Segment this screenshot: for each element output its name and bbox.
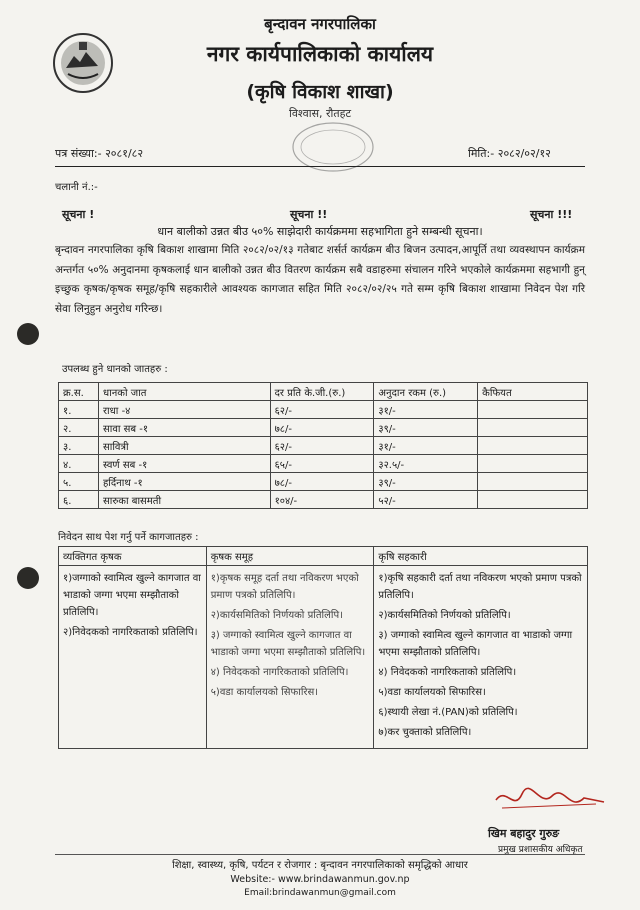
list-item: ६)स्थायी लेखा नं.(PAN)को प्रतिलिपि। — [378, 707, 518, 718]
punch-hole — [17, 567, 39, 589]
cell-subsidy: ३१/- — [374, 401, 478, 419]
cell-variety: स्वर्ण सब -१ — [98, 455, 270, 473]
branch-name: (कृषि विकाश शाखा) — [246, 81, 394, 103]
cell-variety: सारुका बासमती — [98, 491, 270, 509]
col-header-cooperative: कृषि सहकारी — [374, 547, 588, 566]
list-item: ३) जग्गाको स्वामित्व खुल्ने कागजात वा भाडाको जग्गा भएमा सम्झौताको प्रतिलिपि। — [210, 630, 366, 658]
cell-subsidy: ३१/- — [374, 437, 478, 455]
table-header-row — [59, 383, 588, 401]
list-item: ५)वडा कार्यालयको सिफारिस। — [378, 687, 486, 698]
letter-date: मिति:- २०८२/०२/१२ — [468, 147, 551, 160]
punch-hole — [17, 323, 39, 345]
documents-table — [58, 546, 588, 749]
signatory-name: खिम बहादुर गुरुङ — [488, 827, 560, 840]
table-header-row — [59, 547, 588, 566]
cell-remarks — [478, 401, 588, 419]
footer-website: Website:- www.brindawanmun.gov.np — [230, 874, 410, 885]
list-item: ४) निवेदकको नागरिकताको प्रतिलिपि। — [210, 667, 349, 678]
notice-subject: धान बालीको उन्नत बीउ ५०% साझेदारी कार्यक्रममा सहभागिता हुने सम्बन्धी सूचना। — [157, 225, 483, 238]
cell-subsidy: ३९/- — [374, 419, 478, 437]
col-header-group: कृषक समूह — [206, 547, 374, 566]
individual-docs — [59, 566, 207, 749]
cell-variety: हर्दिनाथ -१ — [98, 473, 270, 491]
list-item: २)कार्यसमितिको निर्णयको प्रतिलिपि। — [378, 610, 511, 621]
header-divider — [55, 166, 585, 167]
cell-sn: १. — [59, 401, 99, 419]
signatory-role: प्रमुख प्रशासकीय अधिकृत — [498, 845, 583, 855]
list-item: २)निवेदकको नागरिकताको प्रतिलिपि। — [63, 627, 198, 638]
cell-sn: ५. — [59, 473, 99, 491]
list-item: ४) निवेदकको नागरिकताको प्रतिलिपि। — [378, 667, 517, 678]
cell-remarks — [478, 419, 588, 437]
group-docs — [206, 566, 374, 749]
office-stamp — [288, 118, 378, 176]
notice-left: सूचना ! — [62, 208, 95, 221]
notice-center: सूचना !! — [290, 208, 328, 221]
varieties-label: उपलब्ध हुने धानको जातहरु : — [62, 364, 168, 375]
list-item: १)जग्गाको स्वामित्व खुल्ने कागजात वा भाडाको जग्गा भएमा सम्झौताको प्रतिलिपि। — [63, 573, 201, 618]
cell-subsidy: ३२.५/- — [374, 455, 478, 473]
table-row — [59, 401, 588, 419]
col-header-sn: क्र.स. — [59, 383, 99, 401]
cell-variety: सावा सब -१ — [98, 419, 270, 437]
cell-sn: ३. — [59, 437, 99, 455]
cell-subsidy: ३९/- — [374, 473, 478, 491]
table-row — [59, 455, 588, 473]
footer-slogan: शिक्षा, स्वास्थ्य, कृषि, पर्यटन र रोजगार : बृन्दावन नगरपालिकाको समृद्धिको आधार — [172, 860, 468, 871]
list-item: १)कृषक समूह दर्ता तथा नविकरण भएको प्रमाण पत्रको प्रतिलिपि। — [210, 573, 359, 601]
cell-remarks — [478, 455, 588, 473]
cell-rate: १०४/- — [270, 491, 374, 509]
table-row — [59, 473, 588, 491]
documents-label: निवेदन साथ पेश गर्नु पर्ने कागजातहरु : — [58, 532, 199, 543]
notice-body: बृन्दावन नगरपालिका कृषि बिकाश शाखामा मिति २०८२/०२/१३ गतेबाट शर्सर्त कार्यक्रम बीउ बिजन उत्पादन,आपूर्ति तथा व्यवस्थापन कार्यक्रम अन्तर्गत ५०% अनुदानमा कृषकलाई धान बालीको उन्नत बीउ वितरण कार्यक्रम सबै वडाहरुमा संचालन गरिने भएकोले कार्यक्रममा सहभागी हुन् इच्छुक कृषक/कृषक समूह/कृषि सहकारीले आवश्यक कागजात सहित मिति २०८२/०२/२५ गते सम्म कृषि बिकाश शाखामा निवेदन पेश गरि सेवा लिनुहुन अनुरोध गरिन्छ। — [55, 244, 585, 315]
varieties-table — [58, 382, 588, 509]
col-header-remarks: कैफियत — [478, 383, 588, 401]
notice-right: सूचना !!! — [530, 208, 573, 221]
cell-rate: ७८/- — [270, 419, 374, 437]
cell-sn: २. — [59, 419, 99, 437]
list-item: १)कृषि सहकारी दर्ता तथा नविकरण भएको प्रमाण पत्रको प्रतिलिपि। — [378, 573, 582, 601]
footer-divider — [55, 854, 585, 855]
cell-rate: ६२/- — [270, 401, 374, 419]
cell-rate: ६२/- — [270, 437, 374, 455]
col-header-individual: व्यक्तिगत कृषक — [59, 547, 207, 566]
table-row — [59, 419, 588, 437]
cell-rate: ६५/- — [270, 455, 374, 473]
col-header-subsidy: अनुदान रकम (रु.) — [374, 383, 478, 401]
col-header-rate: दर प्रति के.जी.(रु.) — [270, 383, 374, 401]
footer-email: Email:brindawanmun@gmail.com — [244, 888, 396, 898]
handwritten-signature — [492, 782, 612, 822]
col-header-variety: धानको जात — [98, 383, 270, 401]
table-row — [59, 566, 588, 749]
list-item: २)कार्यसमितिको निर्णयको प्रतिलिपि। — [210, 610, 343, 621]
table-row — [59, 491, 588, 509]
office-location: विश्वास, रौतहट — [288, 107, 352, 120]
reference-number: पत्र संख्या:- २०८१/८२ — [55, 147, 144, 160]
cell-subsidy: ५२/- — [374, 491, 478, 509]
cell-sn: ४. — [59, 455, 99, 473]
list-item: ३) जग्गाको स्वामित्व खुल्ने कागजात वा भाडाको जग्गा भएमा सम्झौताको प्रतिलिपि। — [378, 630, 573, 658]
cooperative-docs — [374, 566, 588, 749]
list-item: ५)वडा कार्यालयको सिफारिस। — [210, 687, 319, 698]
cell-variety: सावित्री — [98, 437, 270, 455]
cell-remarks — [478, 437, 588, 455]
cell-sn: ६. — [59, 491, 99, 509]
cell-remarks — [478, 473, 588, 491]
cell-remarks — [478, 491, 588, 509]
table-row — [59, 437, 588, 455]
municipality-name: बृन्दावन नगरपालिका — [264, 15, 376, 33]
cell-variety: राधा -४ — [98, 401, 270, 419]
list-item: ७)कर चुक्ताको प्रतिलिपि। — [378, 727, 472, 738]
dispatch-number: चलानी नं.:- — [55, 182, 98, 193]
office-name: नगर कार्यपालिकाको कार्यालय — [206, 42, 434, 66]
cell-rate: ७८/- — [270, 473, 374, 491]
